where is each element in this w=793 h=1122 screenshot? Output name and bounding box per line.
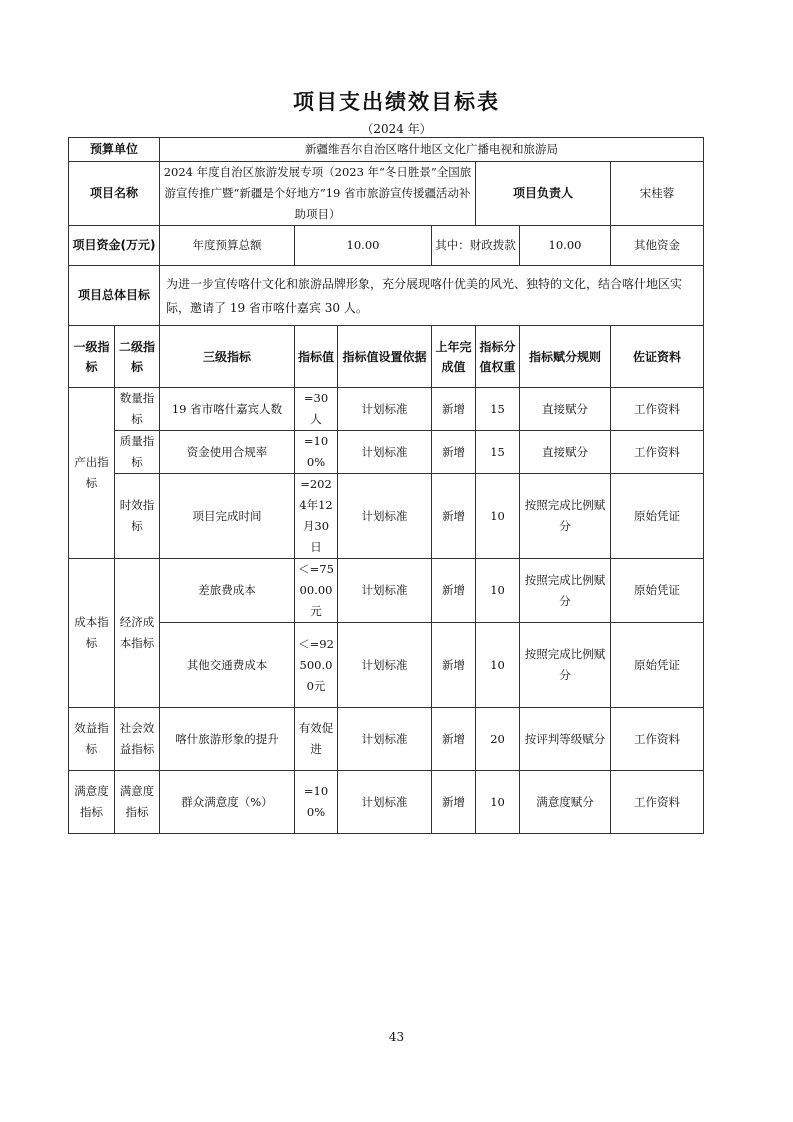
row-l3: 群众满意度（%） (160, 771, 295, 834)
row-l3: 19 省市喀什嘉宾人数 (160, 388, 295, 431)
row-weight: 10 (476, 474, 520, 559)
table-row (69, 771, 704, 834)
row-evidence: 工作资料 (611, 708, 704, 771)
row-evidence: 工作资料 (611, 771, 704, 834)
row-weight: 10 (476, 771, 520, 834)
row-l2: 经济成本指标 (115, 559, 160, 708)
header-rule: 指标赋分规则 (520, 326, 611, 388)
table-row (69, 474, 704, 559)
performance-table (68, 137, 704, 834)
row-weight: 10 (476, 623, 520, 708)
project-leader-label: 项目负责人 (476, 162, 611, 226)
row-value: ＜=7500.00元 (295, 559, 338, 623)
fiscal-alloc-label: 其中：财政拨款 (432, 226, 520, 266)
header-weight: 指标分值权重 (476, 326, 520, 388)
fiscal-alloc-value: 10.00 (520, 226, 611, 266)
row-value: =100% (295, 771, 338, 834)
row-rule: 按照完成比例赋分 (520, 559, 611, 623)
row-last: 新增 (432, 771, 476, 834)
row-rule: 按照完成比例赋分 (520, 474, 611, 559)
annual-total-value: 10.00 (295, 226, 432, 266)
row-weight: 20 (476, 708, 520, 771)
row-l2: 满意度指标 (115, 771, 160, 834)
row-evidence: 原始凭证 (611, 623, 704, 708)
other-funds-label: 其他资金 (611, 226, 704, 266)
row-rule: 按照完成比例赋分 (520, 623, 611, 708)
row-basis: 计划标准 (338, 771, 432, 834)
table-row (69, 431, 704, 474)
header-evidence: 佐证资料 (611, 326, 704, 388)
row-value: ＜=92500.00元 (295, 623, 338, 708)
row-rule: 直接赋分 (520, 388, 611, 431)
project-leader-value: 宋桂蓉 (611, 162, 704, 226)
row-value: =100% (295, 431, 338, 474)
row-last: 新增 (432, 474, 476, 559)
group-benefit: 效益指标 (69, 708, 115, 771)
budget-unit-label: 预算单位 (69, 138, 160, 162)
row-l3: 其他交通费成本 (160, 623, 295, 708)
row-last: 新增 (432, 388, 476, 431)
table-row (69, 623, 704, 708)
table-row (69, 559, 704, 623)
row-l2: 时效指标 (115, 474, 160, 559)
project-name-value: 2024 年度自治区旅游发展专项（2023 年“冬日胜景”全国旅游宣传推广暨“新疆是个好地方”19 省市旅游宣传援疆活动补助项目） (160, 162, 476, 226)
project-funds-label: 项目资金(万元) (69, 226, 160, 266)
row-weight: 15 (476, 388, 520, 431)
budget-unit-value: 新疆维吾尔自治区喀什地区文化广播电视和旅游局 (160, 138, 704, 162)
row-evidence: 工作资料 (611, 431, 704, 474)
row-last: 新增 (432, 431, 476, 474)
row-basis: 计划标准 (338, 388, 432, 431)
header-basis: 指标值设置依据 (338, 326, 432, 388)
header-level1: 一级指标 (69, 326, 115, 388)
group-output: 产出指标 (69, 388, 115, 559)
overall-goal-text: 为进一步宣传喀什文化和旅游品牌形象，充分展现喀什优美的风光、独特的文化，结合喀什地区实际，邀请了 19 省市喀什嘉宾 30 人。 (160, 266, 704, 326)
row-basis: 计划标准 (338, 623, 432, 708)
header-level3: 三级指标 (160, 326, 295, 388)
row-evidence: 原始凭证 (611, 474, 704, 559)
page-title: 项目支出绩效目标表 (293, 90, 500, 114)
header-level2: 二级指标 (115, 326, 160, 388)
row-basis: 计划标准 (338, 431, 432, 474)
row-l2: 数量指标 (115, 388, 160, 431)
table-row (69, 388, 704, 431)
row-l3: 差旅费成本 (160, 559, 295, 623)
project-name-label: 项目名称 (69, 162, 160, 226)
row-last: 新增 (432, 708, 476, 771)
overall-goal-label: 项目总体目标 (69, 266, 160, 326)
row-rule: 直接赋分 (520, 431, 611, 474)
header-value: 指标值 (295, 326, 338, 388)
row-evidence: 原始凭证 (611, 559, 704, 623)
row-rule: 满意度赋分 (520, 771, 611, 834)
row-l3: 项目完成时间 (160, 474, 295, 559)
row-basis: 计划标准 (338, 708, 432, 771)
row-last: 新增 (432, 623, 476, 708)
row-value: =2024年12月30日 (295, 474, 338, 559)
row-last: 新增 (432, 559, 476, 623)
row-weight: 10 (476, 559, 520, 623)
row-evidence: 工作资料 (611, 388, 704, 431)
table-row (69, 708, 704, 771)
row-basis: 计划标准 (338, 559, 432, 623)
annual-total-label: 年度预算总额 (160, 226, 295, 266)
page-number: 43 (388, 1030, 405, 1044)
row-basis: 计划标准 (338, 474, 432, 559)
row-l2: 质量指标 (115, 431, 160, 474)
row-rule: 按评判等级赋分 (520, 708, 611, 771)
row-value: =30 人 (295, 388, 338, 431)
group-satisfaction: 满意度指标 (69, 771, 115, 834)
group-cost: 成本指标 (69, 559, 115, 708)
year-label: （2024 年） (361, 122, 432, 136)
row-weight: 15 (476, 431, 520, 474)
header-last-year: 上年完成值 (432, 326, 476, 388)
row-l2: 社会效益指标 (115, 708, 160, 771)
row-l3: 喀什旅游形象的提升 (160, 708, 295, 771)
row-l3: 资金使用合规率 (160, 431, 295, 474)
row-value: 有效促进 (295, 708, 338, 771)
